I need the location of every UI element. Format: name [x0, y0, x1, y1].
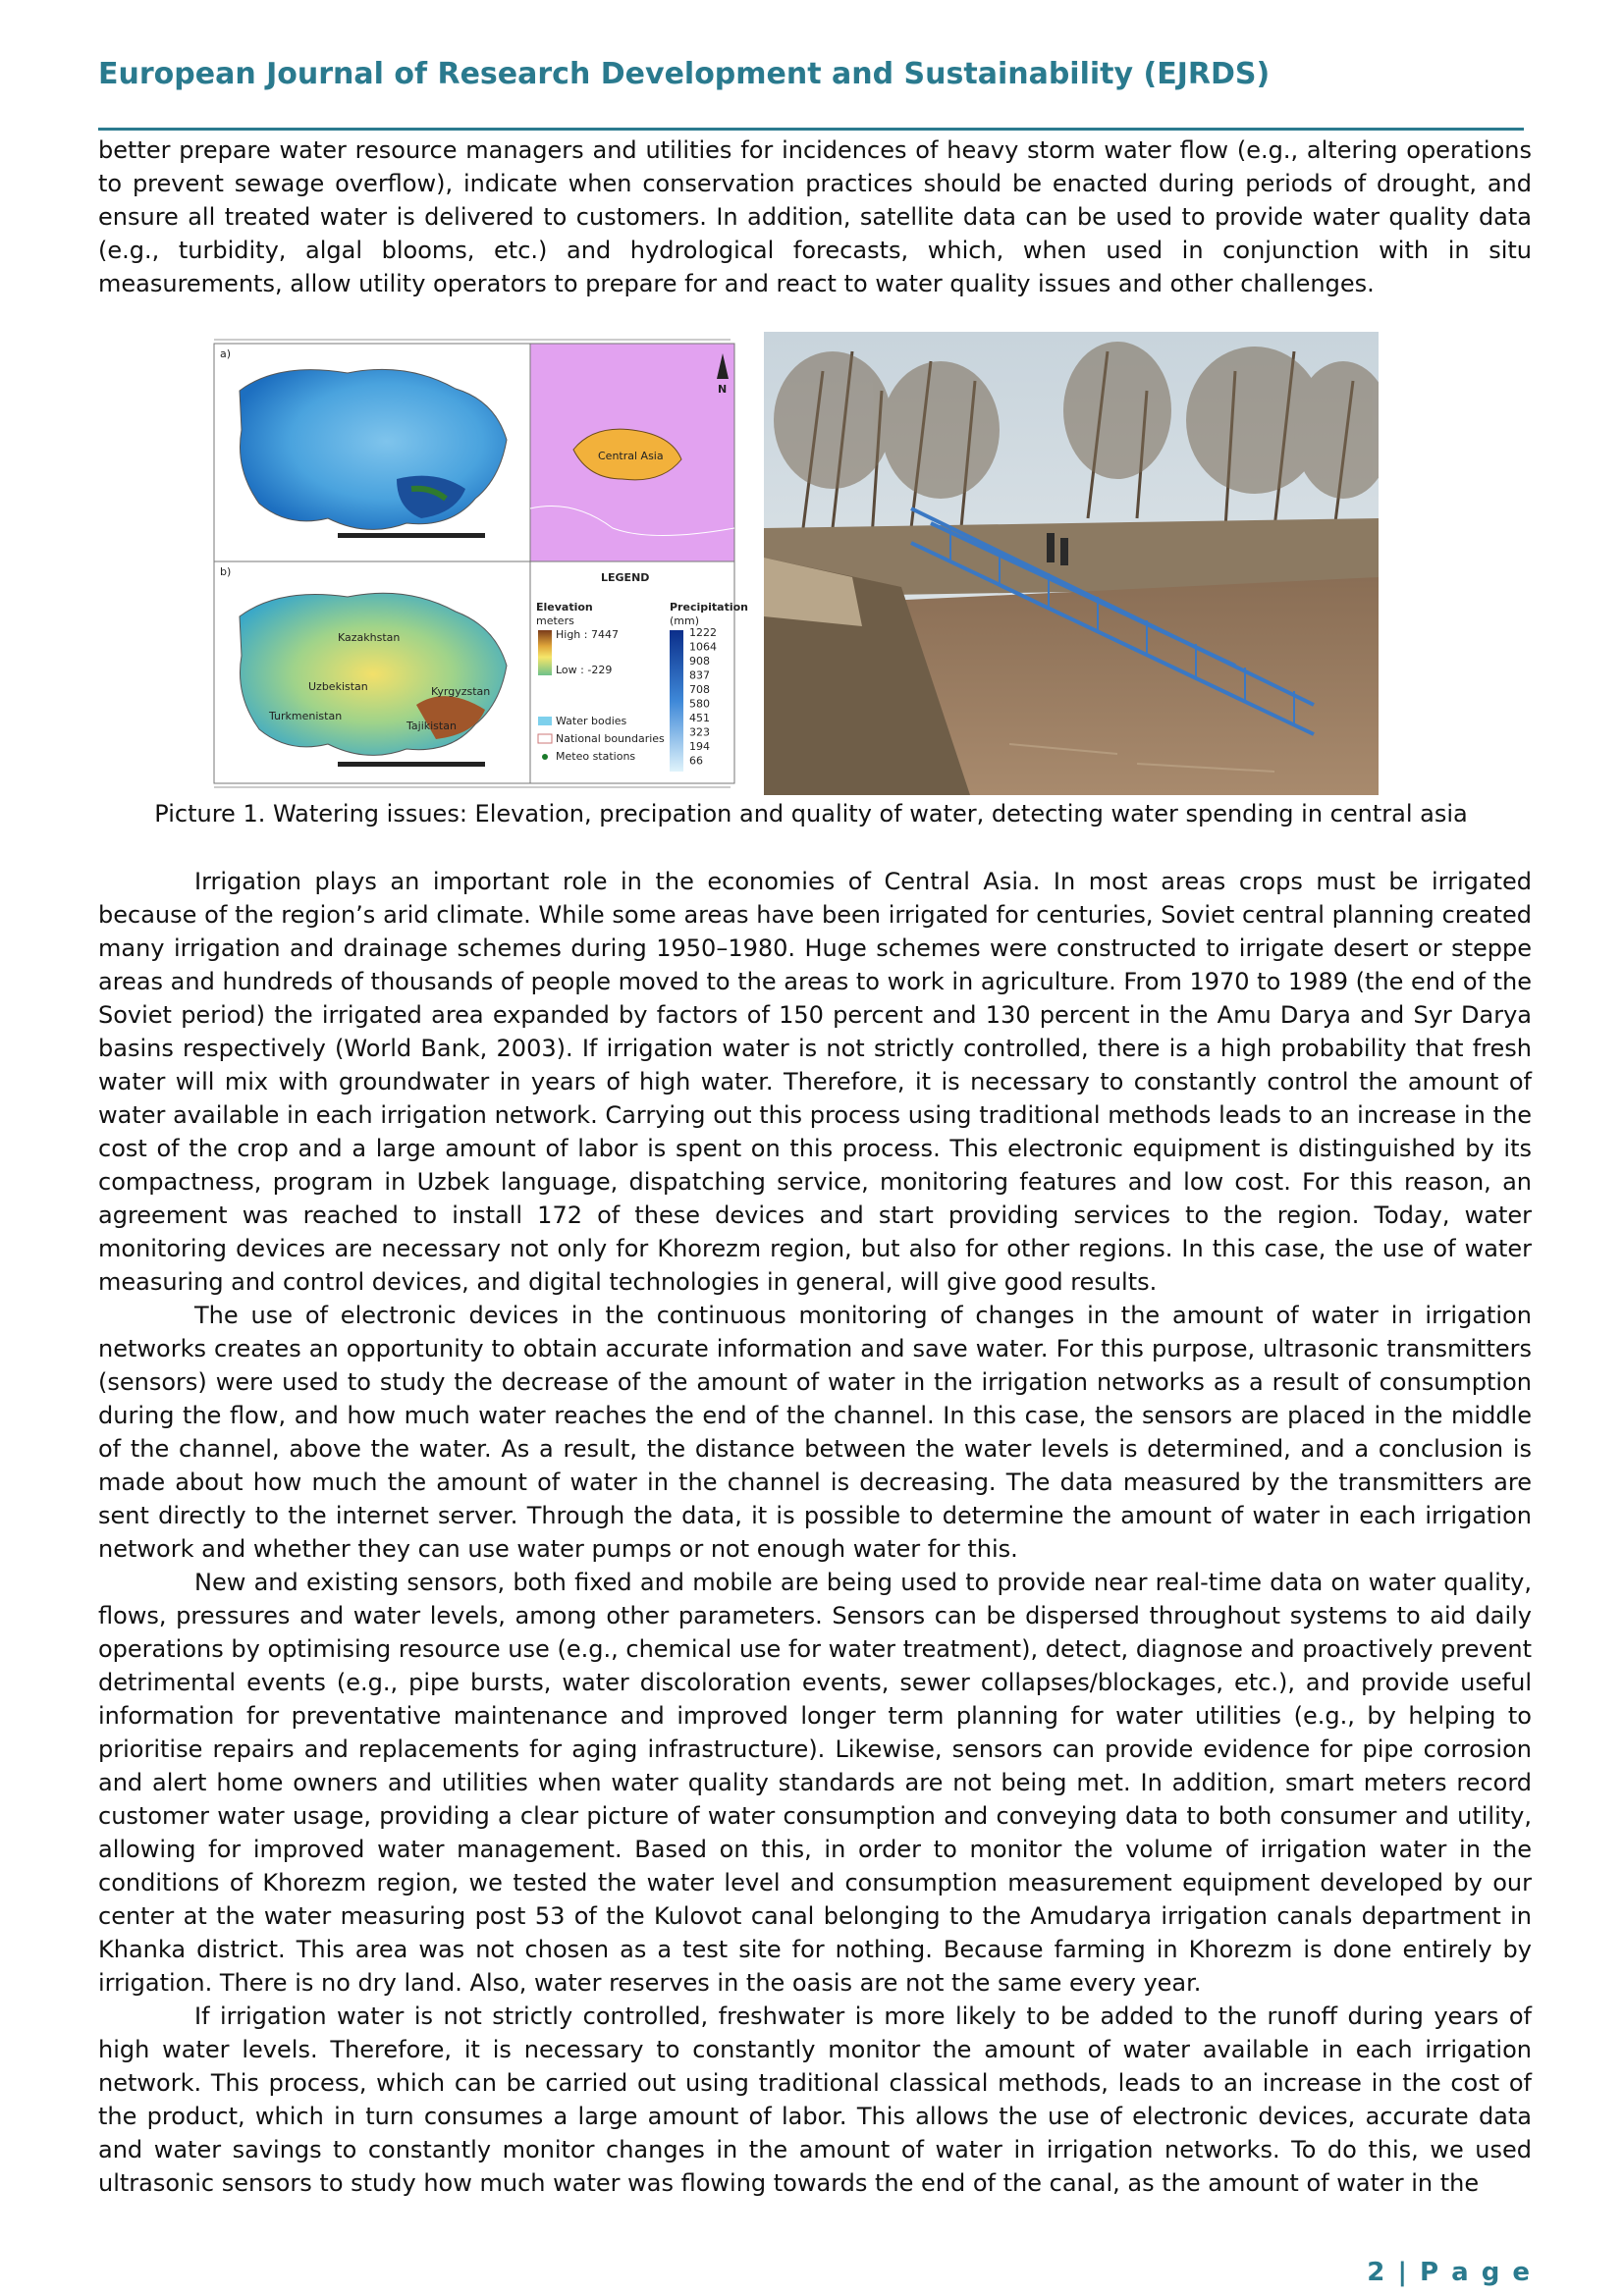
main-body [98, 865, 1532, 2200]
legend-national-boundaries: National boundaries [556, 732, 665, 745]
legend-meteo-stations: Meteo stations [556, 750, 636, 763]
legend-precip-value: 580 [689, 697, 710, 711]
legend-precip-title: Precipitation [670, 601, 748, 614]
map-label-kyrgyzstan: Kyrgyzstan [431, 685, 491, 698]
canal-bridge-photo [764, 332, 1379, 795]
legend-precip-value: 1222 [689, 626, 717, 639]
legend-precip-value: 66 [689, 754, 703, 768]
journal-title: European Journal of Research Development and Sustainability (EJRDS) [98, 57, 1271, 91]
intro-block [98, 133, 1532, 300]
legend-precip-value: 908 [689, 655, 710, 667]
legend-elevation-title: Elevation [536, 601, 593, 614]
legend-precip-value: 194 [689, 740, 710, 753]
header-rule [98, 128, 1524, 131]
map-figure [200, 332, 750, 795]
panel-b-label: b) [220, 565, 232, 578]
intro-paragraph: better prepare water resource managers and utilities for incidences of heavy storm water flow (e.g., altering operations to prevent sewage overflow), indicate when conservation practices should be enacted during periods of drought, and ensure all treated water is delivered to customers. In addition, satellite data can be used to provide water quality data (e.g., turbidity, algal blooms, etc.) and hydrological forecasts, which, when used in conjunction with in situ measurements, allow utility operators to prepare for and react to water quality issues and other challenges. [98, 136, 1532, 297]
legend-precip-value: 323 [689, 725, 710, 739]
map-label-turkmenistan: Turkmenistan [269, 710, 343, 722]
legend-precip-value: 1064 [689, 640, 717, 654]
paragraph-electronic-devices: The use of electronic devices in the continuous monitoring of changes in the amount of water in irrigation networks creates an opportunity to obtain accurate information and save water. For this purpose, ultrasonic transmitters (sensors) were used to study the decrease of the amount of water in the irrigation networks as a result of consumption during the flow, and how much water reaches the end of the channel. In this case, the sensors are placed in the middle of the channel, above the water. As a result, the distance between the water levels is determined, and a conclusion is made about how much the amount of water in the channel is decreasing. The data measured by the transmitters are sent directly to the internet server. Through the data, it is possible to determine the amount of water in each irrigation network and whether they can use water pumps or not enough water for this. [98, 1302, 1532, 1563]
legend-elevation-low: Low : -229 [556, 664, 613, 676]
legend-precip-value: 708 [689, 683, 710, 696]
paragraph-sensors: New and existing sensors, both fixed and mobile are being used to provide near real-time data on water quality, flows, pressures and water levels, among other parameters. Sensors can be dispersed throughout systems to aid daily operations by optimising resource use (e.g., chemical use for water treatment), detect, diagnose and proactively prevent detrimental events (e.g., pipe bursts, water discoloration events, sewer collapses/blockages, etc.), and provide useful information for preventative maintenance and improved longer term planning for water utilities (e.g., by helping to prioritise repairs and replacements for aging infrastructure). Likewise, sensors can provide evidence for pipe corrosion and alert home owners and utilities when water quality standards are not being met. In addition, smart meters record customer water usage, providing a clear picture of water consumption and conveying data to both consumer and utility, allowing for improved water management. Based on this, in order to monitor the volume of irrigation water in the conditions of Khorezm region, we tested the water level and consumption measurement equipment developed by our center at the water measuring post 53 of the Kulovot canal belonging to the Amudarya irrigation canals department in Khanka district. This area was not chosen as a test site for nothing. Because farming in Khorezm is done entirely by irrigation. There is no dry land. Also, water reserves in the oasis are not the same every year. [98, 1569, 1532, 1997]
map-label-tajikistan: Tajikistan [406, 720, 457, 732]
map-label-uzbekistan: Uzbekistan [308, 680, 368, 693]
legend-precip-value: 837 [689, 668, 710, 682]
legend-precip-value: 451 [689, 712, 710, 724]
page-number: 2 | P a g e [1367, 2258, 1532, 2287]
map-label-kazakhstan: Kazakhstan [338, 631, 401, 644]
figure-1 [200, 332, 1379, 795]
figure-caption: Picture 1. Watering issues: Elevation, precipation and quality of water, detecting water spending in central asia [154, 800, 1468, 828]
paragraph-control: If irrigation water is not strictly controlled, freshwater is more likely to be added to the runoff during years of high water levels. Therefore, it is necessary to constantly monitor the amount of water available in each irrigation network. This process, which can be carried out using traditional classical methods, leads to an increase in the cost of the product, which in turn consumes a large amount of labor. This allows the use of electronic devices, accurate data and water savings to constantly monitor changes in the amount of water in irrigation networks. To do this, we used ultrasonic sensors to study how much water was flowing towards the end of the canal, as the amount of water in the [98, 2002, 1532, 2197]
legend-water-bodies: Water bodies [556, 715, 627, 727]
legend-precip-unit: (mm) [670, 614, 700, 627]
paragraph-irrigation: Irrigation plays an important role in the economies of Central Asia. In most areas crops must be irrigated because of the region’s arid climate. While some areas have been irrigated for centuries, Soviet central planning created many irrigation and drainage schemes during 1950–1980. Huge schemes were constructed to irrigate desert or steppe areas and hundreds of thousands of people moved to the areas to work in agriculture. From 1970 to 1989 (the end of the Soviet period) the irrigated area expanded by factors of 150 percent and 130 percent in the Amu Darya and Syr Darya basins respectively (World Bank, 2003). If irrigation water is not strictly controlled, there is a high probability that fresh water will mix with groundwater in years of high water. Therefore, it is necessary to constantly control the amount of water available in each irrigation network. Carrying out this process using traditional methods leads to an increase in the cost of the crop and a large amount of labor is spent on this process. This electronic equipment is distinguished by its compactness, program in Uzbek language, dispatching service, monitoring features and low cost. For this reason, an agreement was reached to install 172 of these devices and start providing services to the region. Today, water monitoring devices are necessary not only for Khorezm region, but also for other regions. In this case, the use of water measuring and control devices, and digital technologies in general, will give good results. [98, 868, 1532, 1296]
inset-label: Central Asia [598, 450, 664, 462]
legend-elevation-unit: meters [536, 614, 574, 627]
panel-a-label: a) [220, 347, 232, 360]
svg-text:N: N [718, 383, 728, 396]
legend-elevation-high: High : 7447 [556, 628, 619, 641]
legend-title: LEGEND [601, 571, 650, 584]
